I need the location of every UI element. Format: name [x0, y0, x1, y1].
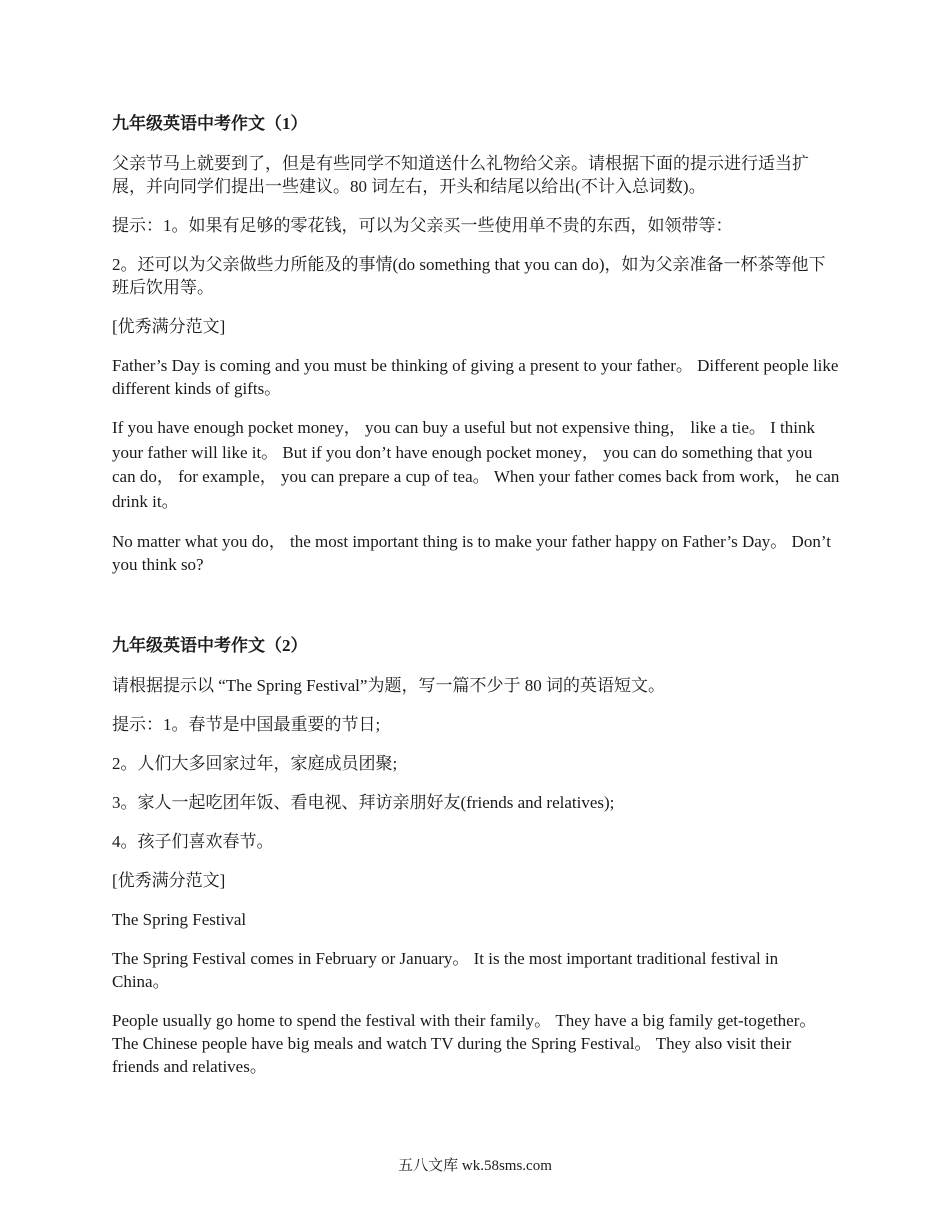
essay1-hint-1: 提示：1。如果有足够的零花钱，可以为父亲买一些使用单不贵的东西，如领带等：: [112, 216, 733, 235]
essay1-paragraph-1: Father’s Day is coming and you must be thinking of giving a present to your father。 Different people like different kinds of gifts。: [112, 356, 839, 398]
document-page: [112, 112, 840, 1094]
essay1-paragraph-3: No matter what you do， the most important thing is to make your father happy on Father’s Day。 Don’t you think so?: [112, 532, 831, 574]
essay2-prompt: 请根据提示以 “The Spring Festival”为题，写一篇不少于 80 词的英语短文。: [112, 676, 665, 695]
essay2-hint-4: 4。孩子们喜欢春节。: [112, 832, 274, 851]
essay2-hint-1: 提示：1。春节是中国最重要的节日;: [112, 715, 381, 734]
essay2-hint-2: 2。人们大多回家过年，家庭成员团聚;: [112, 754, 398, 773]
essay1-sample-label: [优秀满分范文]: [112, 317, 226, 336]
essay2-title: 九年级英语中考作文（2）: [112, 636, 308, 655]
essay1-hint-2: 2。还可以为父亲做些力所能及的事情(do something that you can do)，如为父亲准备一杯茶等他下班后饮用等。: [112, 255, 826, 297]
essay2-paragraph-2: People usually go home to spend the festival with their family。 They have a big family get-together。 The Chinese people have big meals and watch TV during the Spring Festival。 They also visit their friends and relatives。: [112, 1011, 817, 1076]
page-footer: 五八文库 wk.58sms.com: [398, 1158, 552, 1174]
essay2-hint-3: 3。家人一起吃团年饭、看电视、拜访亲朋好友(friends and relatives);: [112, 793, 615, 812]
essay2-paragraph-1: The Spring Festival comes in February or January。 It is the most important traditional festival in China。: [112, 949, 779, 991]
essay2-essay-title: The Spring Festival: [112, 910, 247, 929]
essay1-title: 九年级英语中考作文（1）: [112, 114, 308, 133]
section-spacer: [112, 592, 840, 634]
essay1-prompt: 父亲节马上就要到了，但是有些同学不知道送什么礼物给父亲。请根据下面的提示进行适当扩展，并向同学们提出一些建议。80 词左右，开头和结尾以给出(不计入总词数)。: [112, 154, 809, 196]
essay1-paragraph-2: If you have enough pocket money， you can buy a useful but not expensive thing， like a tie。 I think your father will like it。 But if you don’t have enough pocket money， you can do something that you can do， for example， you can prepare a cup of tea。 When your father comes back from work， he can drink it。: [112, 418, 840, 511]
essay2-sample-label: [优秀满分范文]: [112, 871, 226, 890]
